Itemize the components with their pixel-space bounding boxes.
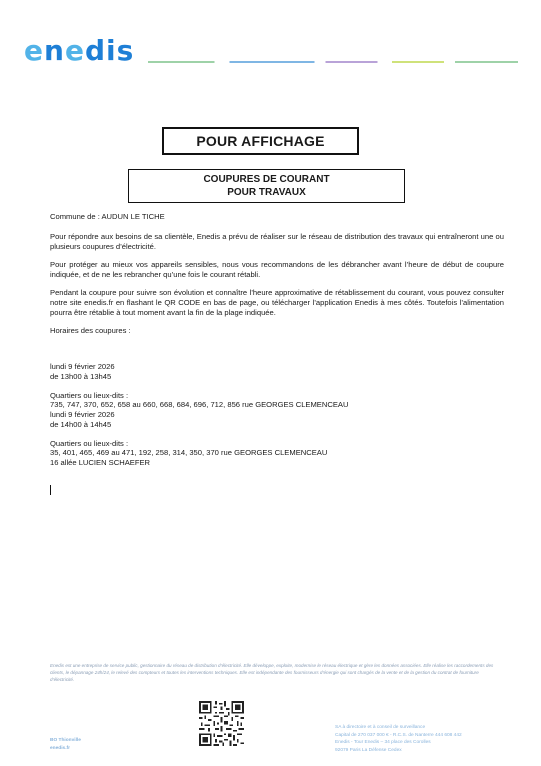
footer-legal-info — [335, 724, 462, 754]
outage-1 — [50, 362, 504, 410]
place-line: 35, 401, 465, 469 au 471, 192, 258, 314, 350, 370 rue GEORGES CLEMENCEAU — [50, 448, 328, 458]
website-link[interactable]: enedis.fr — [50, 746, 70, 751]
outage-time: de 13h00 à 13h45 — [50, 371, 112, 381]
title-box — [162, 127, 359, 155]
page-title: POUR AFFICHAGE — [196, 133, 325, 149]
subtitle-box — [128, 169, 405, 203]
outage-date: lundi 9 février 2026 — [50, 362, 115, 371]
commune: Commune de : AUDUN LE TICHE — [50, 212, 165, 221]
logo-underline — [148, 61, 518, 63]
enedis-logo — [24, 36, 134, 66]
outage-date: lundi 9 février 2026 — [50, 409, 115, 419]
outage-schedule — [50, 362, 504, 468]
places-label: Quartiers ou lieux-dits : — [50, 390, 129, 400]
place-line: 735, 747, 370, 652, 658 au 660, 668, 684, 696, 712, 856 rue GEORGES CLEMENCEAU — [50, 400, 349, 410]
legal-line: Enedis - Tour Enedis – 34 place des Corolles — [335, 740, 431, 746]
subtitle-line-1: COUPURES DE COURANT — [203, 174, 330, 185]
place-line: 16 allée LUCIEN SCHAEFER — [50, 457, 151, 467]
text-cursor — [50, 485, 51, 495]
footer-disclaimer: Enedis est une entreprise de service public, gestionnaire du réseau de distribution d’électricité. Elle développe, exploite, modernise le réseau électrique et gère les données associées. Elle réalise les raccordements des clients, le dépannage 24h/24, le relevé des compteurs et toutes les interventions techniques. Elle est indépendante des fournisseurs d’énergie qui sont chargés de la vente et de la gestion du contrat de fourniture d’électricité. — [50, 663, 494, 682]
legal-line: 92079 Paris La Défense Cedex — [335, 747, 402, 753]
legal-line: Capital de 270 037 000 € - R.C.S. de Nanterre 444 608 442 — [335, 732, 462, 738]
footer-left-info — [50, 737, 81, 753]
paragraph-intro: Pour répondre aux besoins de sa clientèle, Enedis a prévu de réaliser sur le réseau de distribution des travaux qui entraîneront une ou plusieurs coupures d’électricité. — [50, 232, 504, 251]
qr-code-icon[interactable] — [199, 701, 244, 746]
paragraph-protect: Pour protéger au mieux vos appareils sensibles, nous vous recommandons de les débrancher avant l’heure de début de coupure indiquée, et de ne les rebrancher qu’une fois le courant rétabli. — [50, 260, 504, 279]
places-label: Quartiers ou lieux-dits : — [50, 438, 129, 448]
logo-text: enedis — [24, 34, 135, 67]
agency-name: BO Thionville — [50, 738, 81, 743]
subtitle-line-2: POUR TRAVAUX — [227, 187, 306, 198]
paragraph-follow: Pendant la coupure pour suivre son évolution et connaître l’heure approximative de rétablissement du courant, vous pouvez consulter notre site enedis.fr en flashant le QR CODE en bas de page, ou télécharger l’application Enedis à mes côtés. Toutefois l’alimentation pourra être rétablie à tout moment avant la fin de la plage indiquée. — [50, 288, 504, 317]
legal-line: SA à directoire et à conseil de surveillance — [335, 725, 426, 730]
outage-time: de 14h00 à 14h45 — [50, 419, 112, 429]
outage-2 — [50, 410, 504, 468]
horaires-label: Horaires des coupures : — [50, 326, 131, 335]
